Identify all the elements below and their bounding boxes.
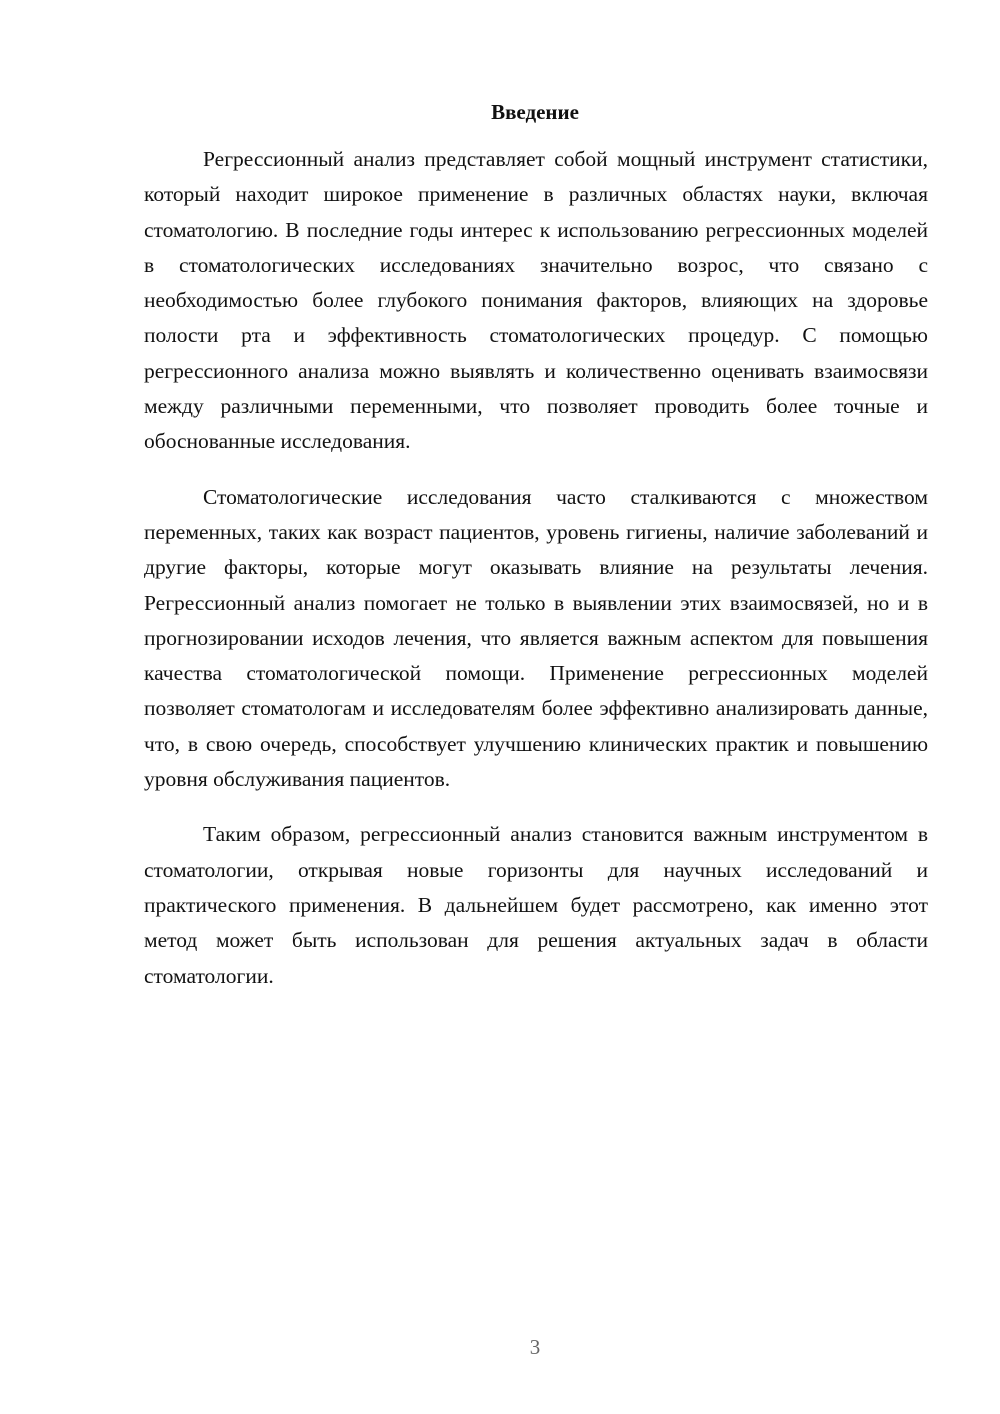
section-title: Введение xyxy=(491,100,579,124)
paragraph-1: Регрессионный анализ представляет собой мощный инструмент статистики, который находит широкое применение в различных областях науки, включая стоматологию. В последние годы интерес к использованию регрессионных моделей в стоматологических исследованиях значительно возрос, что связано с необходимостью более глубокого понимания факторов, влияющих на здоровье полости рта и эффективность стоматологических процедур. С помощью регрессионного анализа можно выявлять и количественно оценивать взаимосвязи между различными переменными, что позволяет проводить более точные и обоснованные исследования. xyxy=(144,147,928,454)
paragraph-3: Таким образом, регрессионный анализ становится важным инструментом в стоматологии, открывая новые горизонты для научных исследований и практического применения. В дальнейшем будет рассмотрено, как именно этот метод может быть использован для решения актуальных задач в области стоматологии. xyxy=(144,822,928,988)
body-text xyxy=(144,142,928,1014)
paragraph-2: Стоматологические исследования часто сталкиваются с множеством переменных, таких как возраст пациентов, уровень гигиены, наличие заболеваний и другие факторы, которые могут оказывать влияние на результаты лечения. Регрессионный анализ помогает не только в выявлении этих взаимосвязей, но и в прогнозировании исходов лечения, что является важным аспектом для повышения качества стоматологической помощи. Применение регрессионных моделей позволяет стоматологам и исследователям более эффективно анализировать данные, что, в свою очередь, способствует улучшению клинических практик и повышению уровня обслуживания пациентов. xyxy=(144,484,928,792)
page-number: 3 xyxy=(529,1335,541,1359)
